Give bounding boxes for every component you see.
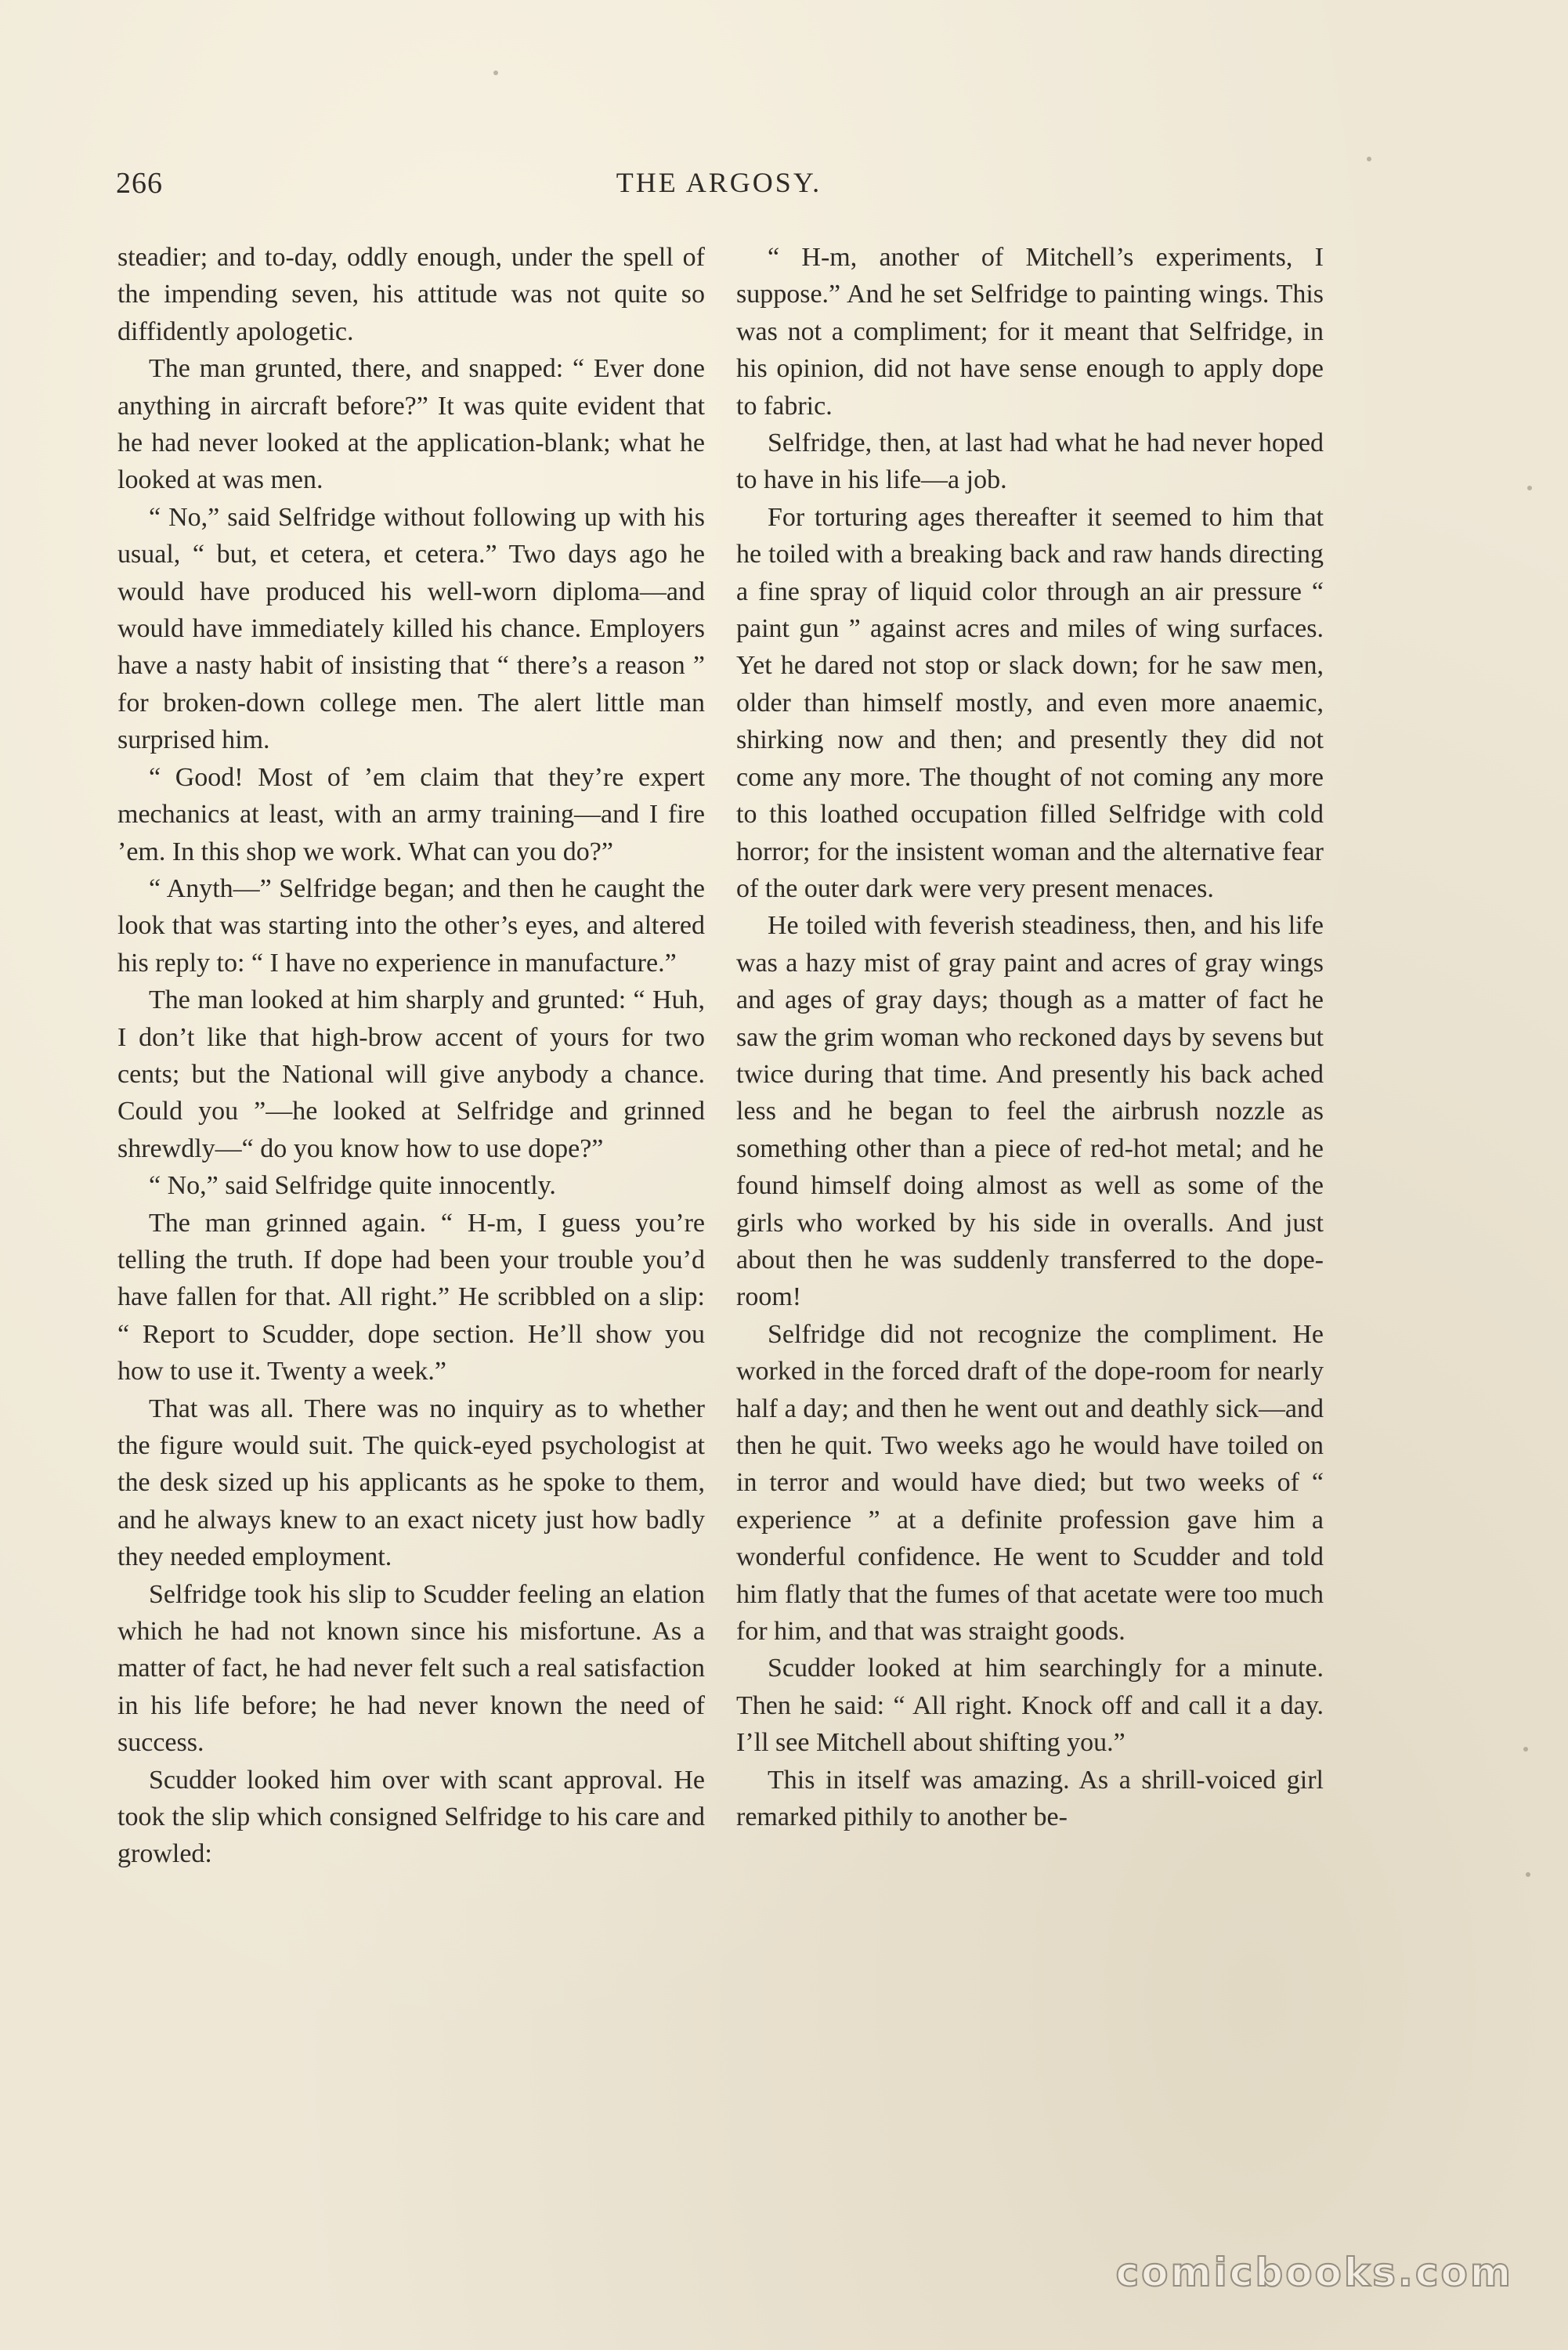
paragraph: He toiled with feverish steadiness, then, and his life was a hazy mist of gray paint and acres of gray wings and ages of gray days; though as a matter of fact he saw the grim woman who reckoned days by sevens but twice during that time. And presently his back ached less and he began to feel the airbrush nozzle as something other than a piece of red-hot metal; and he found himself doing almost as well as some of the girls who worked by his side in overalls. And just about then he was suddenly transferred to the dope-room!	[736, 911, 1324, 1312]
paragraph: “ Good! Most of ’em claim that they’re expert mechanics at least, with an army training—and I fire ’em. In this shop we work. What can you do?”	[117, 762, 705, 866]
paragraph: “ Anyth—” Selfridge began; and then he caught the look that was starting into the other’s eyes, and altered his reply to: “ I have no experience in manufacture.”	[117, 873, 705, 978]
watermark-logo: comicbooks.com	[1115, 2250, 1513, 2295]
paragraph: That was all. There was no inquiry as to whether the figure would suit. The quick-eyed psychologist at the desk sized up his applicants as he spoke to them, and he always knew to an exact nicety just how badly they needed employment.	[117, 1394, 705, 1572]
paragraph: steadier; and to-day, oddly enough, under the spell of the impending seven, his attitude was not quite so diffidently apologetic.	[117, 243, 705, 346]
paragraph: Scudder looked him over with scant approval. He took the slip which consigned Selfridge to his care and growled:	[117, 1765, 705, 1869]
paragraph: The man looked at him sharply and grunted: “ Huh, I don’t like that high-brow accent of yours for two cents; but the National will give anybody a chance. Could you ”—he looked at Selfridge and grinned shrewdly—“ do you know how to use dope?”	[117, 985, 705, 1163]
page-number: 266	[116, 167, 163, 200]
paragraph: The man grunted, there, and snapped: “ Ever done anything in aircraft before?” It was quite evident that he had never looked at the application-blank; what he looked at was men.	[117, 354, 705, 495]
paragraph: This in itself was amazing. As a shrill-voiced girl remarked pithily to another be-	[736, 1765, 1324, 1832]
paragraph: Selfridge did not recognize the compliment. He worked in the forced draft of the dope-room for nearly half a day; and then he went out and deathly sick—and then he quit. Two weeks ago he would have toiled on in terror and would have died; but two weeks of “ experience ” at a definite profession gave him a wonderful confidence. He went to Scudder and told him flatly that the fumes of that acetate were too much for him, and that was straight goods.	[736, 1319, 1324, 1647]
paragraph: “ H-m, another of Mitchell’s experiments, I suppose.” And he set Selfridge to painting wings. This was not a compliment; for it meant that Selfridge, in his opinion, did not have sense enough to apply dope to fabric.	[736, 243, 1324, 421]
paragraph: Selfridge, then, at last had what he had never hoped to have in his life—a job.	[736, 428, 1324, 495]
paper-speck	[1527, 486, 1532, 490]
right-column	[736, 239, 1324, 1835]
paragraph: Scudder looked at him searchingly for a minute. Then he said: “ All right. Knock off and call it a day. I’ll see Mitchell about shifting you.”	[736, 1654, 1324, 1758]
paper-speck	[493, 70, 498, 75]
paragraph: Selfridge took his slip to Scudder feeling an elation which he had not known since his misfortune. As a matter of fact, he had never felt such a real satisfaction in his life before; he had never known the need of success.	[117, 1579, 705, 1758]
paragraph: For torturing ages thereafter it seemed to him that he toiled with a breaking back and raw hands directing a fine spray of liquid color through an air pressure “ paint gun ” against acres and miles of wing surfaces. Yet he dared not stop or slack down; for he saw men, older than himself mostly, and even more anaemic, shirking now and then; and presently they did not come any more. The thought of not coming any more to this loathed occupation filled Selfridge with cold horror; for the insistent woman and the alternative fear of the outer dark were very present menaces.	[736, 502, 1324, 903]
paragraph: The man grinned again. “ H-m, I guess you’re telling the truth. If dope had been your trouble you’d have fallen for that. All right.” He scribbled on a slip: “ Report to Scudder, dope section. He’ll show you how to use it. Twenty a week.”	[117, 1208, 705, 1386]
paper-speck	[1526, 1872, 1530, 1877]
paragraph: “ No,” said Selfridge quite innocently.	[149, 1171, 556, 1201]
paper-speck	[1367, 157, 1371, 161]
paper-speck	[1523, 1747, 1528, 1752]
paragraph: “ No,” said Selfridge without following up with his usual, “ but, et cetera, et cetera.” Two days ago he would have produced his well-worn diploma—and would have immediately killed his chance. Employers have a nasty habit of insisting that “ there’s a reason ” for broken-down college men. The alert little man surprised him.	[117, 502, 705, 755]
page-header	[116, 166, 1322, 213]
running-title: THE ARGOSY.	[616, 167, 822, 198]
left-column	[117, 239, 705, 1873]
